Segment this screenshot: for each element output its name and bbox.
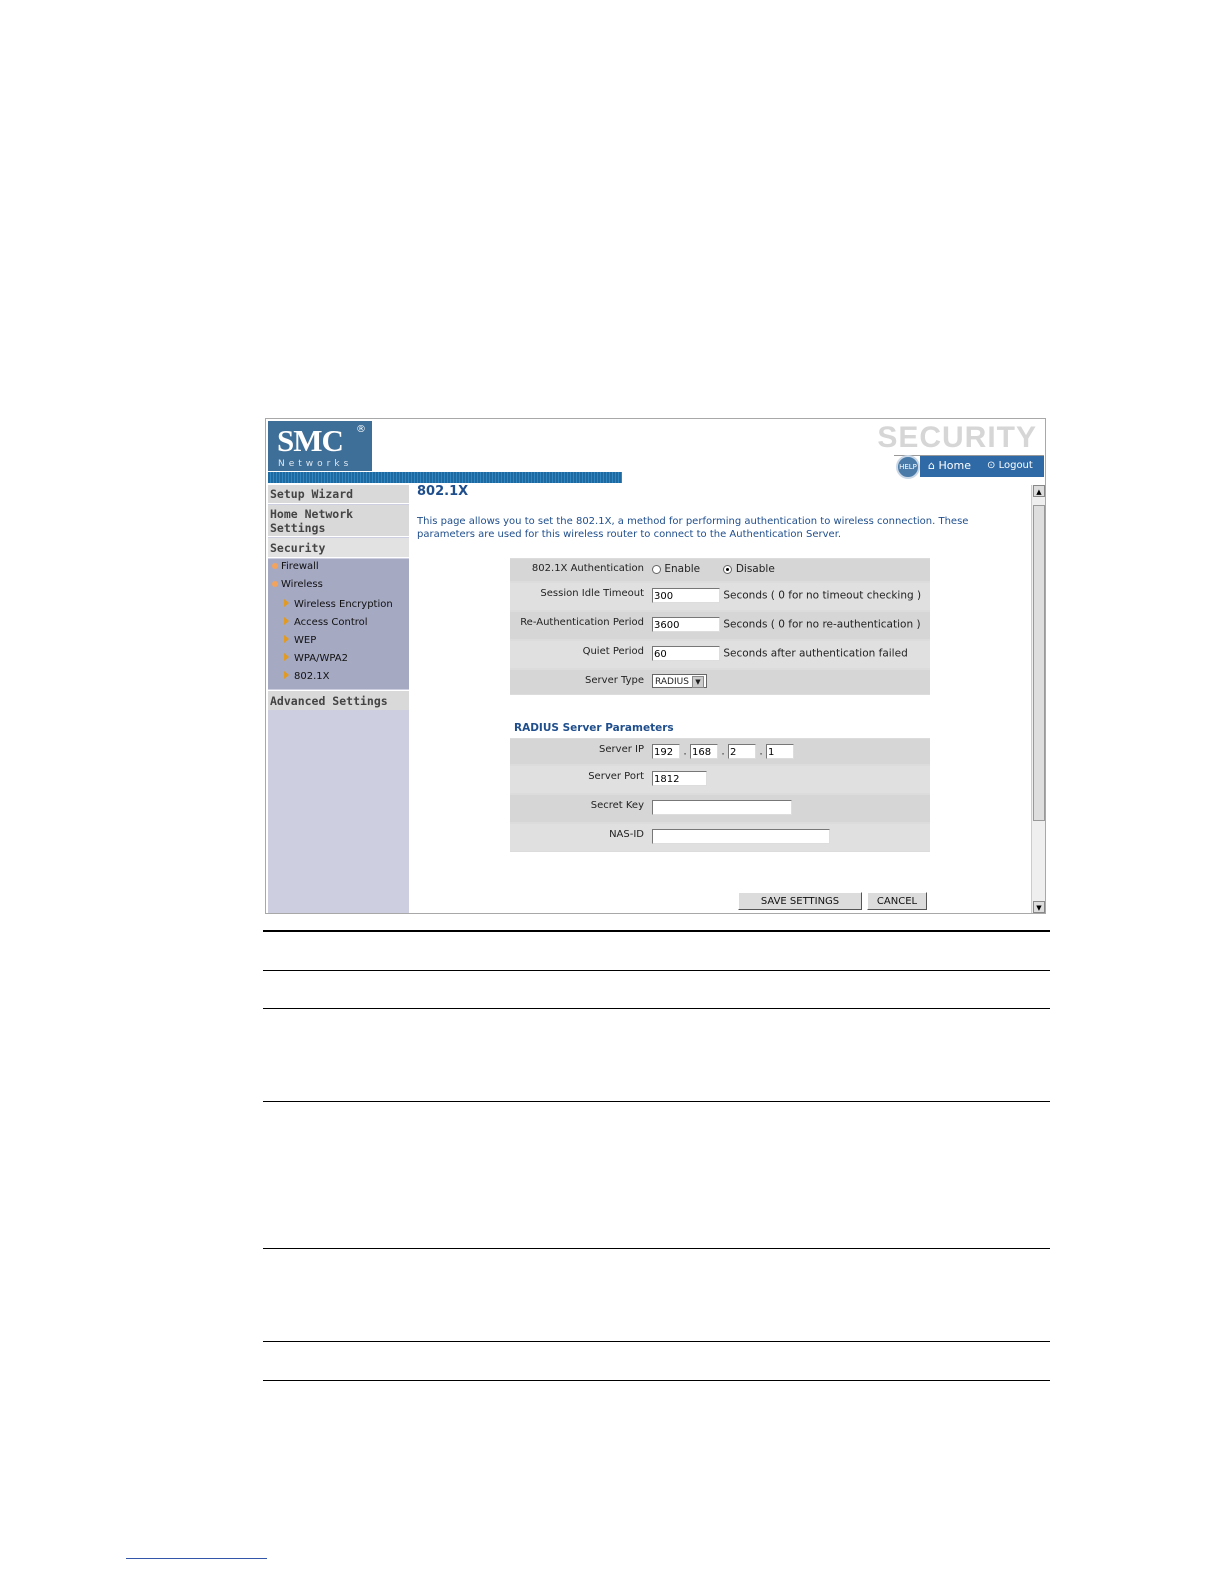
secret-key-row bbox=[510, 795, 930, 822]
sidebar-item-wireless[interactable]: Wireless bbox=[272, 579, 323, 590]
table-rule bbox=[263, 1008, 1050, 1009]
save-settings-button[interactable]: SAVE SETTINGS bbox=[738, 892, 862, 910]
sidebar-item-advanced-settings[interactable]: Advanced Settings bbox=[268, 690, 409, 710]
cancel-button[interactable]: CANCEL bbox=[867, 892, 927, 910]
home-icon: ⌂ bbox=[928, 459, 935, 472]
sidebar-item-home-network-settings[interactable] bbox=[268, 505, 409, 537]
auth-label: 802.1X Authentication bbox=[531, 563, 644, 574]
radius-settings-table bbox=[510, 738, 930, 852]
radius-section-title: RADIUS Server Parameters bbox=[514, 722, 674, 734]
quiet-period-label: Quiet Period bbox=[582, 646, 644, 657]
sidebar-item-access-control[interactable]: Access Control bbox=[284, 617, 368, 628]
arrow-right-icon bbox=[284, 599, 289, 607]
idle-timeout-label: Session Idle Timeout bbox=[540, 588, 644, 599]
sidebar-item-wep[interactable]: WEP bbox=[284, 635, 316, 646]
page-title: 802.1X bbox=[417, 484, 469, 499]
server-ip-octet-2[interactable]: 168 bbox=[690, 744, 718, 759]
secret-key-label: Secret Key bbox=[590, 800, 644, 811]
reauth-period-row bbox=[510, 612, 930, 639]
top-nav bbox=[920, 456, 1044, 477]
secret-key-input[interactable] bbox=[652, 800, 792, 815]
server-type-label: Server Type bbox=[585, 675, 644, 686]
reauth-period-label: Re-Authentication Period bbox=[520, 617, 644, 628]
intro-text: This page allows you to set the 802.1X, a method for performing authentication to wireless connection. These parameters are used for this wireless router to connect to the Authentication Server. bbox=[417, 516, 969, 540]
scroll-up-icon[interactable]: ▲ bbox=[1033, 485, 1045, 497]
table-rule bbox=[263, 970, 1050, 971]
logout-link[interactable] bbox=[987, 460, 1033, 471]
scroll-down-icon[interactable]: ▼ bbox=[1033, 901, 1045, 913]
server-type-row bbox=[510, 670, 930, 694]
security-submenu bbox=[268, 559, 409, 689]
home-network-label-line2: Settings bbox=[270, 521, 326, 535]
sidebar-item-setup-wizard[interactable]: Setup Wizard bbox=[268, 485, 409, 504]
auth-disable-label: Disable bbox=[735, 563, 775, 575]
idle-timeout-note: Seconds ( 0 for no timeout checking ) bbox=[723, 589, 922, 602]
smc-logo: SMC ® Networks bbox=[268, 421, 372, 471]
auth-settings-table bbox=[510, 558, 930, 695]
server-ip-octet-4[interactable]: 1 bbox=[766, 744, 794, 759]
scroll-thumb[interactable] bbox=[1033, 505, 1045, 821]
server-ip-octet-1[interactable]: 192 bbox=[652, 744, 680, 759]
logout-icon: ⊙ bbox=[987, 460, 996, 471]
home-network-label-line1: Home Network bbox=[270, 507, 354, 521]
arrow-right-icon bbox=[284, 653, 289, 661]
arrow-right-icon bbox=[284, 635, 289, 643]
home-label: Home bbox=[938, 459, 971, 472]
table-rule bbox=[263, 1248, 1050, 1249]
server-ip-label: Server IP bbox=[599, 744, 644, 755]
auth-enable-label: Enable bbox=[664, 563, 701, 575]
quiet-period-row bbox=[510, 641, 930, 668]
idle-timeout-input[interactable]: 300 bbox=[652, 588, 720, 603]
table-rule-top bbox=[263, 930, 1050, 932]
footer-divider bbox=[126, 1558, 267, 1559]
server-port-row bbox=[510, 766, 930, 793]
quiet-period-input[interactable]: 60 bbox=[652, 646, 720, 661]
home-link[interactable] bbox=[928, 459, 971, 472]
idle-timeout-row bbox=[510, 583, 930, 610]
router-admin-screenshot bbox=[265, 418, 1046, 914]
logout-label: Logout bbox=[998, 460, 1033, 471]
header-accent-bar bbox=[268, 472, 622, 483]
server-port-label: Server Port bbox=[588, 771, 644, 782]
server-type-value: RADIUS bbox=[655, 677, 689, 687]
nas-id-label: NAS-ID bbox=[609, 829, 644, 840]
chevron-down-icon: ▼ bbox=[692, 676, 704, 688]
sidebar-item-wpa-wpa2[interactable]: WPA/WPA2 bbox=[284, 653, 348, 664]
section-watermark: SECURITY bbox=[877, 421, 1037, 454]
quiet-period-note: Seconds after authentication failed bbox=[723, 647, 908, 660]
nas-id-row bbox=[510, 824, 930, 851]
nas-id-input[interactable] bbox=[652, 829, 830, 844]
reauth-period-input[interactable]: 3600 bbox=[652, 617, 720, 632]
sidebar-item-firewall[interactable]: Firewall bbox=[272, 561, 319, 572]
sidebar-item-802-1x[interactable]: 802.1X bbox=[284, 671, 329, 682]
auth-enable-radio[interactable] bbox=[652, 565, 661, 574]
table-rule bbox=[263, 1101, 1050, 1102]
sidebar-item-security[interactable]: Security bbox=[268, 538, 409, 558]
auth-row bbox=[510, 559, 930, 581]
arrow-right-icon bbox=[284, 671, 289, 679]
table-rule bbox=[263, 1341, 1050, 1342]
bullet-icon bbox=[272, 581, 278, 587]
reauth-period-note: Seconds ( 0 for no re-authentication ) bbox=[723, 618, 921, 631]
server-ip-row: Server IP 192 . 168 . 2 . 1 bbox=[510, 739, 930, 764]
server-type-select[interactable] bbox=[652, 674, 707, 688]
server-ip-octet-3[interactable]: 2 bbox=[728, 744, 756, 759]
table-rule-bottom bbox=[263, 1380, 1050, 1381]
sidebar-item-wireless-encryption[interactable]: Wireless Encryption bbox=[284, 599, 393, 610]
auth-options bbox=[652, 563, 775, 575]
sidebar bbox=[268, 485, 409, 914]
bullet-icon bbox=[272, 563, 278, 569]
server-port-input[interactable]: 1812 bbox=[652, 771, 707, 786]
auth-disable-radio[interactable] bbox=[723, 565, 732, 574]
help-icon[interactable]: HELP bbox=[896, 455, 920, 479]
vertical-scrollbar[interactable] bbox=[1031, 485, 1046, 913]
arrow-right-icon bbox=[284, 617, 289, 625]
